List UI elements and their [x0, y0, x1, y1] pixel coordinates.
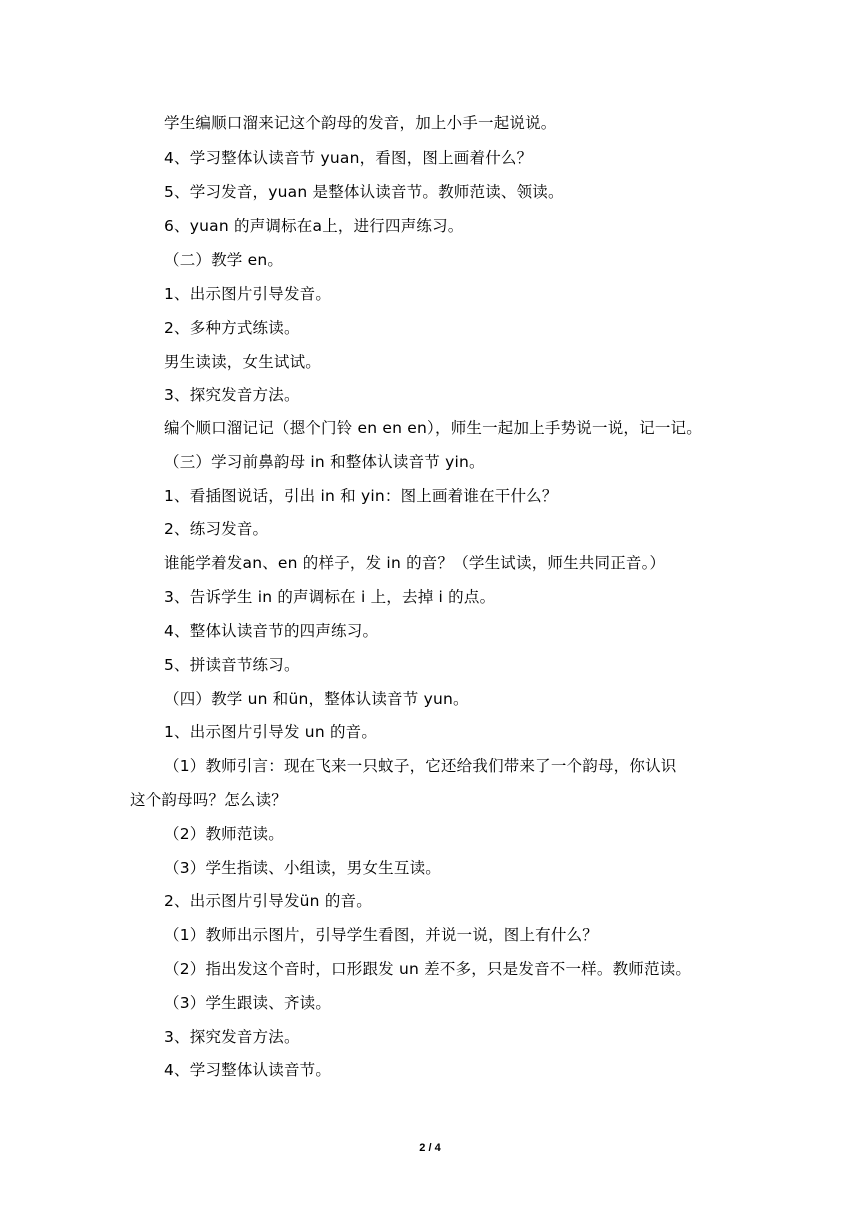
- paragraph: 5、拼读音节练习。: [164, 656, 300, 674]
- paragraph: （3）学生指读、小组读，男女生互读。: [164, 859, 441, 877]
- paragraph: 1、出示图片引导发音。: [164, 285, 332, 303]
- paragraph: 男生读读，女生试试。: [164, 353, 322, 371]
- page-number: 2 / 4: [419, 1142, 441, 1154]
- paragraph: 1、看插图说话，引出 in 和 yin：图上画着谁在干什么？: [164, 487, 558, 505]
- paragraph: （1）教师引言：现在飞来一只蚊子，它还给我们带来了一个韵母，你认识: [164, 757, 677, 775]
- paragraph: 2、多种方式练读。: [164, 319, 300, 337]
- paragraph: 5、学习发音，yuan 是整体认读音节。教师范读、领读。: [164, 183, 564, 201]
- section-heading: （二）教学 en。: [164, 251, 284, 269]
- paragraph: （2）指出发这个音时，口形跟发 un 差不多，只是发音不一样。教师范读。: [164, 960, 692, 978]
- paragraph: 谁能学着发an、en 的样子，发 in 的音？（学生试读，师生共同正音。）: [164, 554, 666, 572]
- paragraph: 编个顺口溜记记（摁个门铃 en en en），师生一起加上手势说一说，记一记。: [164, 419, 702, 437]
- paragraph: 3、探究发音方法。: [164, 1028, 300, 1046]
- section-heading: （三）学习前鼻韵母 in 和整体认读音节 yin。: [164, 453, 485, 471]
- paragraph: 学生编顺口溜来记这个韵母的发音，加上小手一起说说。: [164, 114, 557, 132]
- section-heading: （四）教学 un 和ün，整体认读音节 yun。: [164, 690, 469, 708]
- paragraph: （1）教师出示图片，引导学生看图，并说一说，图上有什么？: [164, 926, 598, 944]
- paragraph: 6、yuan 的声调标在a上，进行四声练习。: [164, 217, 464, 235]
- paragraph: 1、出示图片引导发 un 的音。: [164, 723, 378, 741]
- paragraph: （3）学生跟读、齐读。: [164, 994, 332, 1012]
- paragraph: 2、出示图片引导发ün 的音。: [164, 892, 372, 910]
- paragraph: 4、学习整体认读音节 yuan，看图，图上画着什么？: [164, 149, 533, 167]
- paragraph: 2、练习发音。: [164, 520, 269, 538]
- paragraph: 3、告诉学生 in 的声调标在 i 上，去掉 i 的点。: [164, 588, 496, 606]
- paragraph: 这个韵母吗？怎么读？: [130, 791, 288, 809]
- paragraph: （2）教师范读。: [164, 825, 284, 843]
- paragraph: 4、学习整体认读音节。: [164, 1061, 332, 1079]
- paragraph: 3、探究发音方法。: [164, 386, 300, 404]
- paragraph: 4、整体认读音节的四声练习。: [164, 622, 379, 640]
